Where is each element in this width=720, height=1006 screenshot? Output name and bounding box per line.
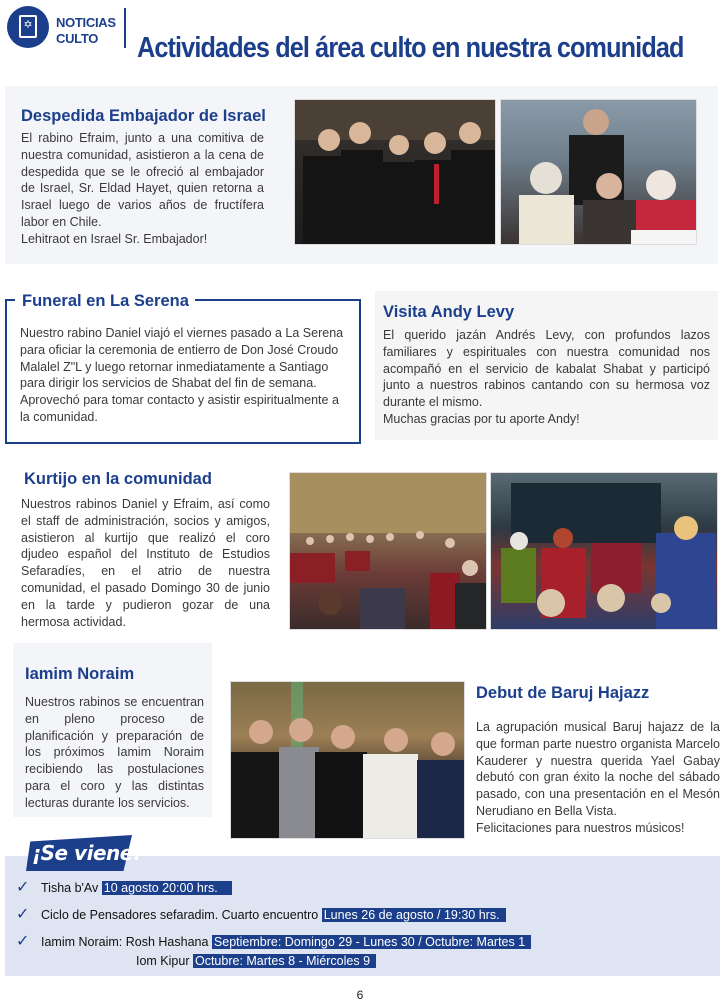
torah-book-icon bbox=[19, 15, 37, 38]
article-closing: Lehitraot en Israel Sr. Embajador! bbox=[21, 231, 208, 246]
star-of-david-icon: ✡ bbox=[23, 19, 33, 31]
article-text: El rabino Efraim, junto a una comitiva de nuestra comunidad, asistieron a la cena de despedida que se le ofreció al embajador de Israel, Sr. Eldad Hayet, quien retorna a Israel luego de varios años de fructífera labor en Chile. bbox=[21, 131, 264, 229]
article-text: El querido jazán Andrés Levy, con profundos lazos familiares y espirituales con nuestra comunidad nos acompañó en el servicio de kabalat Shabat y participó junto a nuestros rabinos cantando con su hermosa voz durante el mismo. bbox=[383, 328, 710, 410]
checkmark-icon: ✓ bbox=[16, 879, 30, 896]
article-title: Visita Andy Levy bbox=[383, 303, 515, 321]
frame-line bbox=[195, 299, 361, 301]
photo-farewell-group bbox=[294, 99, 496, 245]
article-text: La agrupación musical Baruj hajazz de la que forman parte nuestro organista Marcelo Kauderer y nuestra querida Yael Gabay debutó con gran éxito la noche del sábado pasado, con una presentación en el Mesón Nerudiano en Bella Vista. bbox=[476, 720, 720, 818]
photo-kurtijo-hall bbox=[289, 472, 487, 630]
page-title: Actividades del área culto en nuestra comunidad bbox=[137, 32, 684, 64]
event-label: Iamim Noraim: Rosh Hashana bbox=[41, 935, 209, 949]
event-date-highlight: Lunes 26 de agosto / 19:30 hrs. bbox=[322, 908, 506, 922]
article-body: Nuestros rabinos se encuentran en pleno proceso de planificación y preparación de los próximos Iamim Noraim recibiendo las postulaciones para el coro y las distintas lecturas durante los servicios. bbox=[25, 695, 204, 810]
article-title: Kurtijo en la comunidad bbox=[24, 470, 212, 488]
checkmark-icon: ✓ bbox=[16, 906, 30, 923]
article-body: Nuestros rabinos Daniel y Efraim, así como el staff de administración, socios y amigos, asistieron al kurtijo que realizó el coro djudeo español del Instituto de Estudios Sefaradíes, en el atrio de nuestra comunidad, el pasado Domingo 30 de junio en la tarde y pudieron gozar de una hermosa actividad. bbox=[21, 497, 270, 629]
article-body bbox=[21, 130, 264, 248]
article-closing: Felicitaciones para nuestros músicos! bbox=[476, 820, 685, 835]
checkmark-icon: ✓ bbox=[16, 933, 30, 950]
photo-baruj-hajazz-band bbox=[230, 681, 465, 839]
header-divider bbox=[124, 8, 126, 48]
section-label-line2: CULTO bbox=[56, 31, 99, 46]
article-body bbox=[476, 719, 720, 837]
event-label: Tisha b'Av bbox=[41, 881, 99, 895]
event-label: Ciclo de Pensadores sefaradim. Cuarto encuentro bbox=[41, 908, 319, 922]
article-title: Despedida Embajador de Israel bbox=[21, 107, 266, 125]
upcoming-item bbox=[41, 934, 531, 950]
article-closing: Muchas gracias por tu aporte Andy! bbox=[383, 411, 580, 426]
article-iamim-noraim bbox=[13, 643, 212, 817]
page-number: 6 bbox=[356, 988, 364, 1002]
upcoming-item bbox=[41, 880, 232, 896]
section-label-line1: NOTICIAS bbox=[56, 15, 116, 30]
upcoming-badge-label: ¡Se viene! bbox=[32, 841, 142, 865]
article-title: Iamim Noraim bbox=[25, 665, 135, 683]
article-title: Debut de Baruj Hajazz bbox=[476, 684, 650, 702]
section-logo bbox=[7, 6, 49, 48]
photo-kurtijo-singers bbox=[490, 472, 718, 630]
upcoming-subitem bbox=[136, 953, 376, 969]
event-date-highlight: 10 agosto 20:00 hrs. bbox=[102, 881, 232, 895]
event-date-highlight: Septiembre: Domingo 29 - Lunes 30 / Octubre: Martes 1 bbox=[212, 935, 531, 949]
section-label bbox=[56, 15, 116, 47]
article-title: Funeral en La Serena bbox=[22, 292, 189, 310]
article-farewell bbox=[5, 86, 718, 264]
article-body: Nuestro rabino Daniel viajó el viernes pasado a La Serena para oficiar la ceremonia de entierro de Don José Croudo Malalel Z"L y luego retornar inmediatamente a Santiago para dirigir los servicios de Shabat del fin de semana. Aprovechó para tomar contacto y asistir espiritualmente a la comunidad. bbox=[20, 326, 344, 424]
event-label: Iom Kipur bbox=[136, 954, 190, 968]
article-andy-levy bbox=[375, 291, 718, 440]
photo-farewell-dinner bbox=[500, 99, 697, 245]
frame-line bbox=[5, 299, 15, 301]
event-date-highlight: Octubre: Martes 8 - Miércoles 9 bbox=[193, 954, 376, 968]
upcoming-item bbox=[41, 907, 506, 923]
article-body bbox=[383, 327, 710, 428]
